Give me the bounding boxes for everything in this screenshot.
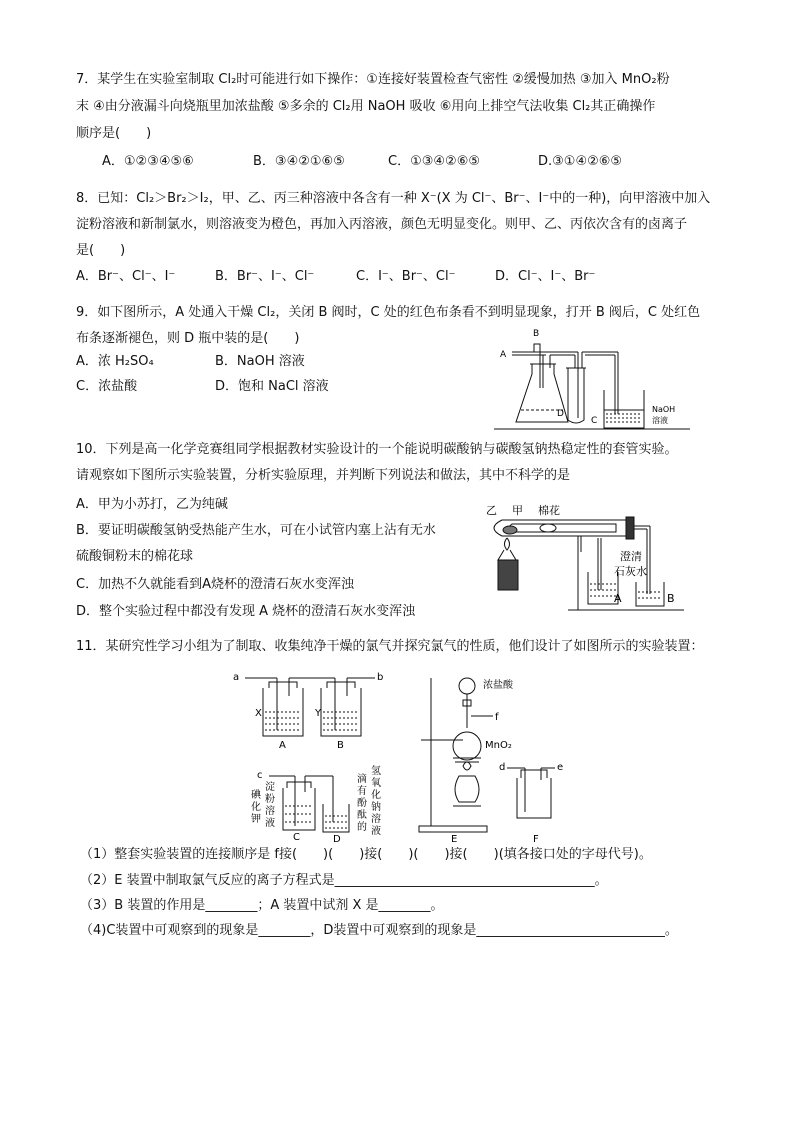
q7-stem-line3: 顺序是( ) <box>76 126 152 141</box>
q11-fig-bottle-b: B <box>337 740 344 751</box>
q11-fig-bottle-c: C <box>293 832 300 843</box>
q11-fig-d-label2-5: 液 <box>371 826 381 837</box>
q10-fig-shihuishui: 石灰水 <box>614 565 647 578</box>
q11-fig-bottle-f: F <box>533 834 539 845</box>
q10-option-b-line1: B．要证明碳酸氢钠受热能产生水，可在小试管内塞上沾有无水 <box>76 523 436 538</box>
q8-option-c: C．I⁻、Br⁻、Cl⁻ <box>356 269 456 284</box>
q9-stem-line2: 布条逐渐褪色，则 D 瓶中装的是( ) <box>76 331 300 346</box>
q9-option-a: A．浓 H₂SO₄ <box>76 354 154 369</box>
q11-fig-reagent-x: X <box>255 708 262 719</box>
q11-fig-c-label1-1: 化 <box>251 802 261 813</box>
q9-apparatus-diagram <box>494 326 690 430</box>
q7-stem-line1: 7．某学生在实验室制取 Cl₂时可能进行如下操作：①连接好装置检查气密性 ②缓慢加热 ③加入 MnO₂粉 <box>76 72 670 87</box>
q9-option-b: B．NaOH 溶液 <box>215 354 305 369</box>
q11-subquestion-2: （2）E 装置中制取氯气反应的离子方程式是________________________________________。 <box>80 873 608 888</box>
q8-option-b: B．Br⁻、I⁻、Cl⁻ <box>215 269 315 284</box>
q9-fig-naoh: NaOH <box>652 405 676 414</box>
q8-stem-line1: 8．已知：Cl₂＞Br₂＞I₂，甲、乙、丙三种溶液中各含有一种 X⁻(X 为 Cl⁻、Br⁻、I⁻中的一种)，向甲溶液中加入 <box>76 191 711 206</box>
q11-fig-d-label1-0: 滴 <box>357 774 367 785</box>
q10-option-a: A．甲为小苏打，乙为纯碱 <box>76 497 228 512</box>
q7-option-a: A．①②③④⑤⑥ <box>102 154 194 169</box>
q9-fig-solution: 溶液 <box>652 416 668 425</box>
q11-fig-bottle-a: A <box>279 740 286 751</box>
q11-stem: 11．某研究性学习小组为了制取、收集纯净干燥的氯气并探究氯气的性质，他们设计了如图所示的实验装置： <box>76 639 704 654</box>
q11-fig-d-label1-2: 酚 <box>357 798 367 809</box>
q11-apparatus-diagram <box>225 666 575 846</box>
q8-stem-line3: 是( ) <box>76 243 126 258</box>
q11-fig-d-label1-3: 酞 <box>357 810 367 821</box>
q10-fig-chengqing: 澄清 <box>620 550 642 563</box>
q10-option-d: D．整个实验过程中都没有发现 A 烧杯的澄清石灰水变浑浊 <box>76 604 416 619</box>
q10-fig-label-b: B <box>667 592 675 605</box>
q7-option-c: C．①③④②⑥⑤ <box>388 154 481 169</box>
q11-fig-c-label2-0: 淀 <box>265 782 275 793</box>
q9-fig-label-c: C <box>591 416 598 426</box>
q7-option-d: D.③①④②⑥⑤ <box>538 154 623 169</box>
q11-fig-c-label1-2: 钾 <box>251 814 261 825</box>
q11-fig-apparatus-e: E <box>451 834 458 845</box>
q11-fig-c-label2-1: 粉 <box>265 794 275 805</box>
q11-fig-d-label2-4: 溶 <box>371 814 381 825</box>
q11-fig-d-label2-3: 钠 <box>371 802 381 813</box>
q7-stem-line2: 末 ④由分液漏斗向烧瓶里加浓盐酸 ⑤多余的 Cl₂用 NaOH 吸收 ⑥用向上排空气法收集 Cl₂其正确操作 <box>76 99 656 114</box>
q11-fig-c-label1-0: 碘 <box>251 790 261 801</box>
q11-fig-port-a: a <box>233 672 240 683</box>
q11-fig-c-labels <box>251 780 275 829</box>
q10-stem-line2: 请观察如下图所示实验装置，分析实验原理，并判断下列说法和做法，其中不科学的是 <box>76 468 571 483</box>
q11-fig-port-c: c <box>257 770 263 781</box>
q10-option-c: C．加热不久就能看到A烧杯的澄清石灰水变浑浊 <box>76 577 354 592</box>
q9-option-c: C．浓盐酸 <box>76 379 138 394</box>
q11-subquestion-1: （1）整套实验装置的连接顺序是 f接( )( )接( )( )接( )(填各接口处的字母代号)。 <box>80 847 652 862</box>
q11-fig-bottle-d: D <box>333 834 341 845</box>
q11-fig-d-label1-1: 有 <box>357 786 367 797</box>
q11-fig-c-label2-2: 溶 <box>265 806 275 817</box>
q10-apparatus-diagram <box>478 498 688 616</box>
q8-option-a: A．Br⁻、Cl⁻、I⁻ <box>76 269 176 284</box>
q11-fig-port-f: f <box>495 712 499 723</box>
q10-fig-label-a: A <box>614 592 622 605</box>
q9-option-d: D．饱和 NaCl 溶液 <box>215 379 329 394</box>
q11-fig-port-d: d <box>499 762 506 773</box>
q9-fig-label-d: D <box>557 409 564 419</box>
q10-option-b-line2: 硫酸铜粉末的棉花球 <box>76 549 194 564</box>
q7-option-b: B．③④②①⑥⑤ <box>253 154 345 169</box>
q11-fig-d-label2-2: 化 <box>371 790 381 801</box>
q11-subquestion-4: （4)C装置中可观察到的现象是________，D装置中可观察到的现象是_____________________________。 <box>80 923 678 938</box>
q8-option-d: D．Cl⁻、I⁻、Br⁻ <box>495 269 596 284</box>
q10-fig-mianhua: 棉花 <box>538 504 560 517</box>
q9-fig-label-a: A <box>500 350 507 360</box>
q11-fig-d-label1-4: 的 <box>357 822 367 833</box>
q11-fig-d-label2-1: 氧 <box>371 778 381 789</box>
q11-fig-mno2: MnO₂ <box>485 740 512 751</box>
q11-fig-c-label2-3: 液 <box>265 818 275 829</box>
q11-fig-port-b: b <box>377 672 384 683</box>
q11-subquestion-3: （3）B 装置的作用是________；A 装置中试剂 X 是________。 <box>80 898 444 913</box>
q11-fig-port-e: e <box>557 762 564 773</box>
q11-fig-conc-hcl: 浓盐酸 <box>483 680 513 691</box>
q8-stem-line2: 淀粉溶液和新制氯水，则溶液变为橙色，再加入丙溶液，颜色无明显变化。则甲、乙、丙依次含有的卤离子 <box>76 217 688 232</box>
q11-fig-d-labels <box>357 764 381 837</box>
q11-fig-reagent-y: Y <box>315 708 322 719</box>
q10-stem-line1: 10．下列是高一化学竞赛组同学根据教材实验设计的一个能说明碳酸钠与碳酸氢钠热稳定性的套管实验。 <box>76 442 678 457</box>
q10-fig-yi: 乙 <box>486 504 497 517</box>
q9-stem-line1: 9．如下图所示，A 处通入干燥 Cl₂，关闭 B 阀时，C 处的红色布条看不到明显现象，打开 B 阀后，C 处红色 <box>76 305 701 320</box>
q9-fig-label-b: B <box>533 329 540 339</box>
q11-fig-d-label2-0: 氢 <box>371 766 381 777</box>
q10-fig-jia: 甲 <box>512 504 523 517</box>
